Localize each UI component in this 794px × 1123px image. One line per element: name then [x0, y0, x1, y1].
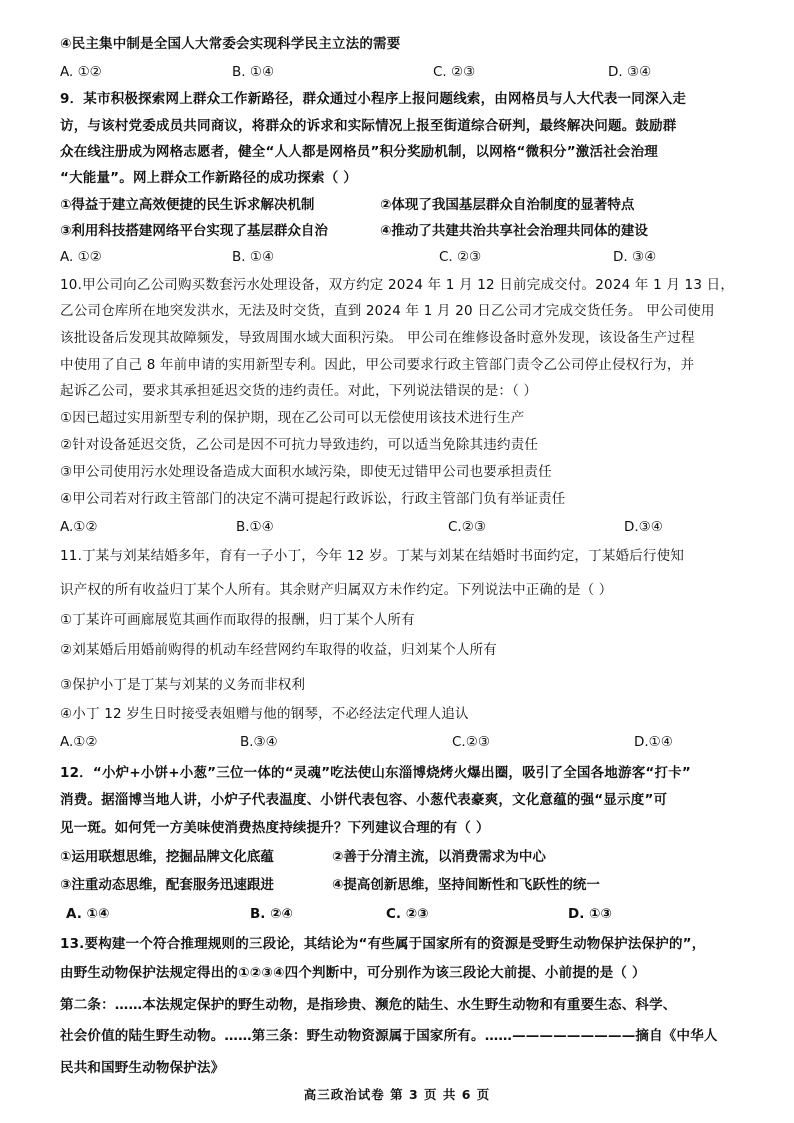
q10-item-2: ②针对设备延迟交货，乙公司是因不可抗力导致违约，可以适当免除其违约责任 [60, 437, 539, 453]
q9-stem-line-1: 9．某市积极探索网上群众工作新路径，群众通过小程序上报问题线索，由网格员与人大代表一同深入走 [60, 91, 687, 107]
q11-stem-line-2: 识产权的所有收益归丁某个人所有。其余财产归属双方未作约定。下列说法中正确的是（ ） [60, 582, 613, 598]
q11-option-c: C.②③ [452, 734, 490, 750]
q11-option-a: A.①② [60, 734, 98, 750]
page-footer: 高三政治试卷 第 3 页 共 6 页 [303, 1087, 491, 1102]
q8-option-c: C. ②③ [433, 64, 476, 80]
q9-item-2: ②体现了我国基层群众自治制度的显著特点 [380, 197, 635, 213]
q11-item-2: ②刘某婚后用婚前购得的机动车经营网约车取得的收益，归刘某个人所有 [60, 642, 498, 658]
q9-option-c: C. ②③ [439, 249, 482, 265]
q12-item-1: ①运用联想思维，挖掘品牌文化底蕴 [60, 849, 274, 865]
q9-stem-line-2: 访，与该村党委成员共同商议，将群众的诉求和实际情况上报至街道综合研判，最终解决问题。鼓励群 [60, 118, 677, 134]
q11-item-4: ④小丁 12 岁生日时接受表姐赠与他的钢琴，不必经法定代理人追认 [60, 706, 469, 722]
q10-stem-line-5: 起诉乙公司，要求其承担延迟交货的违约责任。对此，下列说法错误的是：（ ） [60, 383, 538, 399]
q12-option-d: D. ①③ [568, 906, 612, 922]
q11-stem-line-1: 11.丁某与刘某结婚多年，育有一子小丁，今年 12 岁。丁某与刘某在结婚时书面约定，丁某婚后行使知 [60, 548, 685, 564]
q11-option-d: D.①④ [634, 734, 673, 750]
q11-option-b: B.③④ [240, 734, 278, 750]
q12-stem-line-3: 见一斑。如何凭一方美味使消费热度持续提升？下列建议合理的有（ ） [60, 820, 490, 836]
q9-item-1: ①得益于建立高效便捷的民生诉求解决机制 [60, 197, 315, 213]
q13-excerpt-line-1: 第二条：……本法规定保护的野生动物，是指珍贵、濒危的陆生、水生野生动物和有重要生态、科学、 [60, 997, 677, 1013]
q10-item-3: ③甲公司使用污水处理设备造成大面积水域污染，即使无过错甲公司也要承担责任 [60, 464, 552, 480]
q9-items-row-2 [0, 221, 794, 241]
q13-stem-line-1: 13.要构建一个符合推理规则的三段论，其结论为“有些属于国家所有的资源是受野生动物保护法保护的”， [60, 936, 706, 952]
q12-option-a: A. ①④ [66, 906, 110, 922]
q9-item-3: ③利用科技搭建网络平台实现了基层群众自治 [60, 223, 328, 239]
q11-item-1: ①丁某许可画廊展览其画作而取得的报酬，归丁某个人所有 [60, 612, 415, 628]
q12-item-3: ③注重动态思维，配套服务迅速跟进 [60, 877, 274, 893]
q9-options [0, 247, 794, 267]
q10-item-1: ①因已超过实用新型专利的保护期，现在乙公司可以无偿使用该技术进行生产 [60, 410, 525, 426]
q8-options [0, 62, 794, 82]
q8-option-a: A. ①② [60, 64, 102, 80]
q12-item-2: ②善于分清主流，以消费需求为中心 [332, 849, 546, 865]
q9-item-4: ④推动了共建共治共享社会治理共同体的建设 [380, 223, 648, 239]
q10-stem-line-1: 10.甲公司向乙公司购买数套污水处理设备，双方约定 2024 年 1 月 12 日前完成交付。2024 年 1 月 13 日， [60, 277, 735, 293]
q9-option-d: D. ③④ [613, 249, 657, 265]
q11-item-3: ③保护小丁是丁某与刘某的义务而非权利 [60, 677, 306, 693]
q8-option-d: D. ③④ [608, 64, 652, 80]
q12-stem-line-1: 12．“小炉+小饼+小葱”三位一体的“灵魂”吃法使山东淄博烧烤火爆出圈，吸引了全国各地游客“打卡” [60, 765, 691, 781]
q12-options [0, 904, 794, 924]
q13-excerpt-source: 民共和国野生动物保护法》 [60, 1060, 225, 1076]
q9-stem-line-4: “大能量”。网上群众工作新路径的成功探索（ ） [60, 170, 358, 186]
q10-stem-line-2: 乙公司仓库所在地突发洪水，无法及时交货，直到 2024 年 1 月 20 日乙公司才完成交货任务。 甲公司使用 [60, 303, 715, 319]
q9-stem-line-3: 众在线注册成为网格志愿者，健全“人人都是网格员”积分奖励机制，以网格“微积分”激活社会治理 [60, 144, 658, 160]
q10-stem-line-3: 该批设备后发现其故障频发，导致周围水域大面积污染。 甲公司在维修设备时意外发现，该设备生产过程 [60, 330, 695, 346]
q10-item-4: ④甲公司若对行政主管部门的决定不满可提起行政诉讼，行政主管部门负有举证责任 [60, 491, 566, 507]
q12-item-4: ④提高创新思维，坚持间断性和飞跃性的统一 [332, 877, 600, 893]
q9-option-a: A. ①② [60, 249, 102, 265]
q12-option-c: C. ②③ [386, 906, 429, 922]
q10-option-a: A.①② [60, 519, 98, 535]
q9-option-b: B. ①④ [232, 249, 275, 265]
q10-stem-line-4: 中使用了自己 8 年前申请的实用新型专利。因此，甲公司要求行政主管部门责令乙公司停止侵权行为，并 [60, 357, 695, 373]
q12-stem-line-2: 消费。据淄博当地人讲，小炉子代表温度、小饼代表包容、小葱代表豪爽，文化意蕴的强“显示度”可 [60, 792, 668, 808]
q8-option-b: B. ①④ [232, 64, 275, 80]
q9-items-row-1 [0, 195, 794, 215]
q11-options [0, 732, 794, 752]
q13-stem-line-2: 由野生动物保护法规定得出的①②③④四个判断中，可分别作为该三段论大前提、小前提的是（ ） [60, 965, 646, 981]
q10-option-d: D.③④ [624, 519, 663, 535]
q13-excerpt-line-2: 社会价值的陆生野生动物。……第三条：野生动物资源属于国家所有。……—————————摘自《中华人 [60, 1028, 718, 1044]
q12-items-row-1 [0, 847, 794, 867]
q12-items-row-2 [0, 875, 794, 895]
q10-option-b: B.①④ [236, 519, 274, 535]
q12-option-b: B. ②④ [250, 906, 293, 922]
q10-options [0, 517, 794, 537]
q8-item-4: ④民主集中制是全国人大常委会实现科学民主立法的需要 [60, 36, 401, 52]
q10-option-c: C.②③ [448, 519, 486, 535]
